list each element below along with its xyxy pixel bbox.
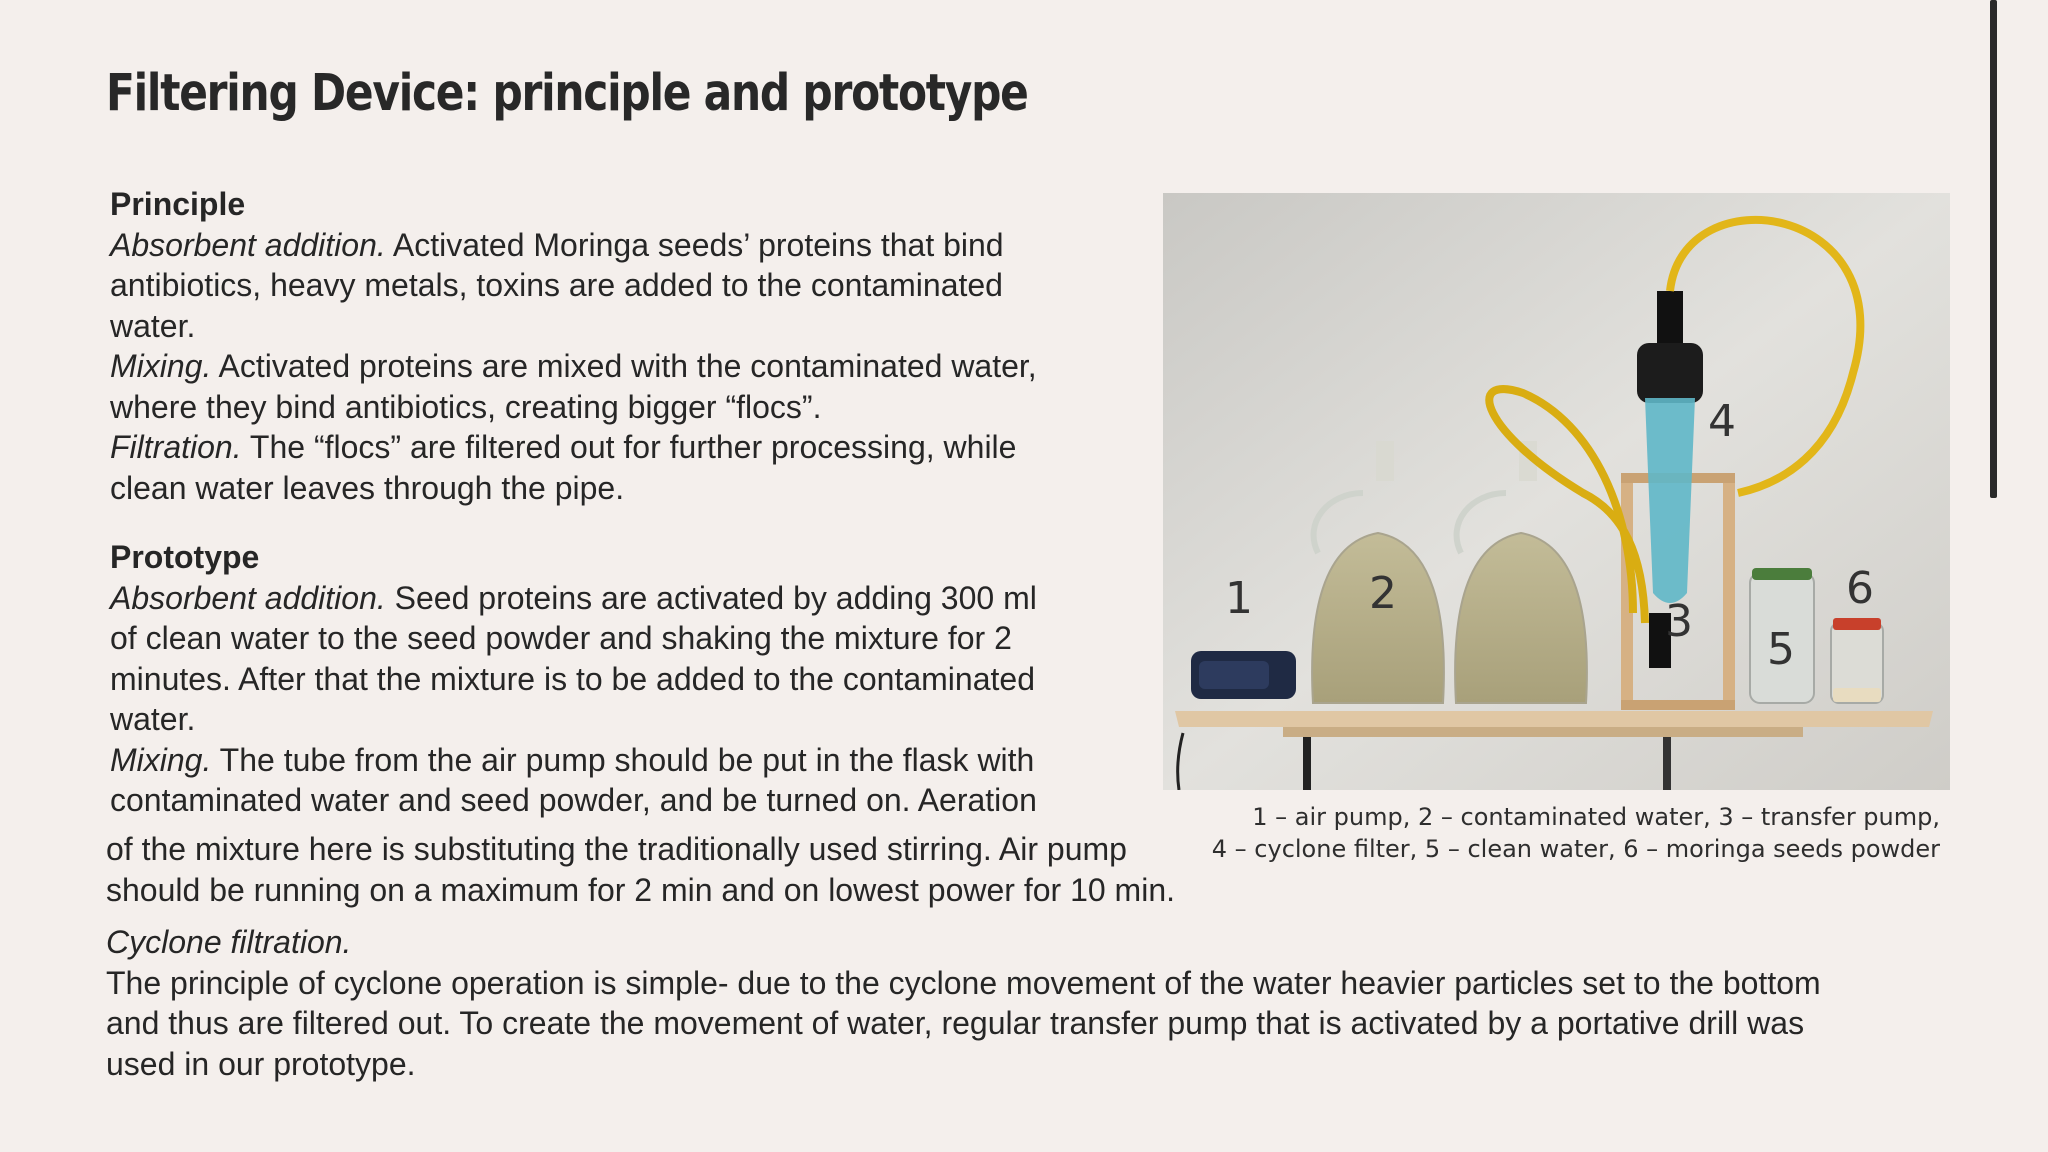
prototype-mixing-line-1: The tube from the air pump should be put in the flask with — [211, 741, 1035, 778]
prototype-absorbent-line-4: water. — [110, 701, 196, 737]
prototype-mixing-lead: Mixing. — [110, 741, 212, 778]
prototype-absorbent-line-1: Seed proteins are activated by adding 300 ml — [385, 579, 1037, 616]
principle-absorbent-line-3: water. — [110, 307, 196, 344]
prototype-mixing-line-3: of the mixture here is substituting the traditionally used stirring. Air pump — [106, 831, 1127, 867]
prototype-mixing-continued — [106, 829, 1175, 910]
prototype-absorbent-line-2: of clean water to the seed powder and shaking the mixture for 2 — [110, 620, 1012, 656]
prototype-absorbent-line-3: minutes. After that the mixture is to be added to the contaminated — [110, 660, 1035, 697]
photo-label-2: 2 — [1369, 568, 1397, 619]
principle-filtration-line-2: clean water leaves through the pipe. — [110, 469, 625, 506]
photo-caption-line-1: 1 – air pump, 2 – contaminated water, 3 – transfer pump, — [1252, 803, 1940, 831]
air-pump — [1191, 651, 1296, 699]
principle-mixing-lead: Mixing. — [110, 348, 212, 384]
prototype-cyclone-paragraph — [106, 922, 1821, 1084]
photo-label-5: 5 — [1767, 624, 1795, 675]
photo-label-4: 4 — [1708, 396, 1736, 447]
prototype-cyclone-line-3: used in our prototype. — [106, 1045, 416, 1082]
prototype-photo — [1163, 193, 1950, 790]
prototype-absorbent-paragraph — [110, 578, 1160, 740]
prototype-cyclone-lead: Cyclone filtration. — [106, 924, 352, 960]
principle-mixing-line-2: where they bind antibiotics, creating bigger “flocs”. — [110, 388, 822, 425]
principle-absorbent-paragraph — [110, 225, 1160, 347]
principle-mixing-paragraph — [110, 346, 1160, 427]
scrollbar[interactable] — [1990, 0, 1997, 498]
principle-section — [110, 184, 1160, 508]
prototype-mixing-line-4: should be running on a maximum for 2 min and on lowest power for 10 min. — [106, 871, 1175, 908]
prototype-heading: Prototype — [110, 539, 260, 575]
prototype-cyclone-line-1: The principle of cyclone operation is simple- due to the cyclone movement of the water heavier particles set to the bottom — [106, 964, 1821, 1001]
prototype-mixing-paragraph — [110, 740, 1160, 821]
prototype-absorbent-lead: Absorbent addition. — [110, 579, 386, 616]
principle-absorbent-line-2: antibiotics, heavy metals, toxins are added to the contaminated — [110, 267, 1003, 303]
principle-filtration-paragraph — [110, 427, 1160, 508]
photo-caption-line-2: 4 – cyclone filter, 5 – clean water, 6 – moringa seeds powder — [1211, 835, 1940, 863]
principle-absorbent-line-1: Activated Moringa seeds’ proteins that bind — [385, 226, 1004, 263]
principle-filtration-lead: Filtration. — [110, 429, 242, 465]
principle-mixing-line-1: Activated proteins are mixed with the contaminated water, — [211, 348, 1037, 384]
jar-moringa-powder — [1831, 618, 1883, 703]
prototype-mixing-line-2: contaminated water and seed powder, and be turned on. Aeration — [110, 782, 1037, 818]
prototype-cyclone-line-2: and thus are filtered out. To create the movement of water, regular transfer pump that is activated by a portative drill was — [106, 1005, 1805, 1041]
principle-absorbent-lead: Absorbent addition. — [110, 226, 386, 263]
principle-heading: Principle — [110, 186, 246, 222]
photo-label-3: 3 — [1665, 596, 1693, 647]
photo-label-6: 6 — [1846, 563, 1874, 614]
principle-filtration-line-1: The “flocs” are filtered out for further processing, while — [241, 429, 1017, 465]
photo-caption — [1210, 801, 1940, 865]
photo-label-1: 1 — [1225, 573, 1253, 624]
prototype-section — [110, 537, 1160, 821]
page-title: Filtering Device: principle and prototype — [106, 64, 1028, 123]
